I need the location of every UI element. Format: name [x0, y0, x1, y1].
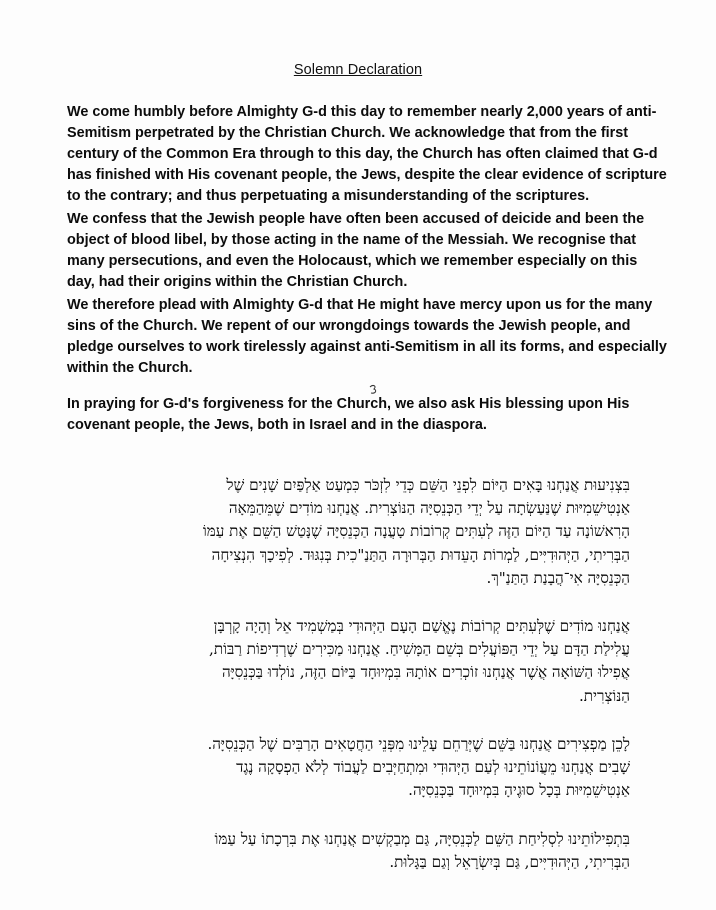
- document-title: Solemn Declaration: [293, 62, 423, 78]
- english-paragraph-3: [67, 295, 667, 379]
- text-line: object of blood libel, by those acting in the name of the Messiah. We recognise that: [67, 232, 637, 248]
- hebrew-paragraph-4: [10, 828, 630, 874]
- hebrew-paragraph-1: [10, 474, 630, 590]
- text-line: to the contrary; and thus perpetuating a misunderstanding of the scriptures.: [67, 188, 590, 204]
- hebrew-line: בִּצְנִיעוּת אֲנַחְנוּ בָּאִים הַיּוֹם לִפְנֵי הַשֵּׁם כְּדֵי לִזְכֹּר כִּמְעַט אַלְפַּיִם שָׁנִים שֶׁל: [226, 476, 630, 494]
- text-line: sins of the Church. We repent of our wrongdoings towards the Jewish people, and: [67, 318, 631, 334]
- hebrew-line: הָרִאשׁוֹנָה עַד הַיּוֹם הַזֶּה לְעִתִּים קְרוֹבוֹת טָעֲנָה הַכְּנֵסִיָּה שֶׁנָּטַשׁ הַשֵּׁם אֶת עַמּוֹ: [202, 522, 630, 541]
- text-line: day, had their origins within the Christian Church.: [67, 274, 408, 290]
- hebrew-line: אֲנַחְנוּ מוֹדִים שֶׁלְּעִתִּים קְרוֹבוֹת נֶאֱשַׁם הָעָם הַיְּהוּדִי בְּמַשְׁמִיד אֵל וְהָיָה קָרְבָּן: [213, 617, 630, 635]
- hebrew-line: לָכֵן מַפְצִירִים אֲנַחְנוּ בַּשֵּׁם שֶׁיְּרַחֵם עָלֵינוּ מִפְּנֵי הַחֲטָאִים הָרַבִּים שֶׁל הַכְּנֵסִיָּה.: [207, 735, 630, 753]
- hebrew-line: אַנְטִישֵׁמִיּוּת שֶׁנַּעַשְׂתָה עַל יְדֵי הַכְּנֵסִיָּה הַנּוֹצְרִית. אֲנַחְנוּ מוֹדִים שֶׁמֵּהַמֵּאָה: [228, 499, 630, 518]
- english-paragraph-1: [67, 102, 667, 207]
- text-line: covenant people, the Jews, both in Israel and in the diaspora.: [67, 417, 487, 433]
- hebrew-line: הַכְּנֵסִיָּה אִי־הֲבָנַת הַתַּנַ"ךְ.: [486, 568, 630, 587]
- text-line: We confess that the Jewish people have often been accused of deicide and been the: [67, 211, 645, 227]
- english-paragraph-2: [67, 209, 667, 293]
- text-line: In praying for G-d's forgiveness for the Church, we also ask His blessing upon His: [67, 396, 630, 412]
- text-line: pledge ourselves to work tirelessly against anti-Semitism in all its forms, and especially: [67, 339, 667, 355]
- hebrew-line: הַבְּרִיתִי, הַיְּהוּדִיִּים, לַמְרוֹת הָעֵדוּת הַבְּרוּרָה הַתַּנַ"כִית בְּנִגּוּד. לְפִיכָךְ הִנְצִיחָה: [211, 545, 630, 564]
- hebrew-line: בִּתְפִילוֹתֵינוּ לִסְלִיחַת הַשֵּׁם לַכְּנֵסִיָּה, גַּם מְבַקְשִׁים אֲנַחְנוּ אֶת בִּרְכָתוֹ עַל עַמּוֹ: [214, 830, 630, 848]
- hebrew-line: אַנְטִישֵׁמִיּוּת בְּכָל סוּגֶיהָ בִּמְיוּחָד בַּכְּנֵסִיָּה.: [408, 781, 630, 800]
- text-line: within the Church.: [67, 360, 193, 376]
- english-paragraph-4: [67, 394, 667, 436]
- hebrew-paragraph-3: [10, 733, 630, 803]
- text-line: century of the Common Era through to this day, the Church has often claimed that G-d: [67, 146, 658, 162]
- text-line: Semitism perpetrated by the Christian Church. We acknowledge that from the first: [67, 125, 629, 141]
- hebrew-line: אֲפִילוּ הַשּׁוֹאָה אֲשֶׁר אֲנַחְנוּ זוֹכְרִים אוֹתָהּ בִּמְיוּחָד בַּיּוֹם הַזֶּה, נוֹלְדוּ בַּכְּנֵסִיָּה: [221, 663, 630, 682]
- text-line: We therefore plead with Almighty G-d that He might have mercy upon us for the many: [67, 297, 653, 313]
- hebrew-paragraph-2: [10, 615, 630, 708]
- hebrew-line: עֲלִילַת הַדָּם עַל יְדֵי הַפּוֹעֲלִים בְּשֵׁם הַמָּשִׁיחַ. אֲנַחְנוּ מַכִּירִים שֶׁרְדִיפוֹת רַבּוֹת,: [209, 640, 630, 659]
- text-line: has finished with His covenant people, the Jews, despite the clear evidence of scripture: [67, 167, 667, 183]
- hebrew-line: הַבְּרִיתִי, הַיְּהוּדִיִּים, גַּם בְּיִשְׂרָאֵל וְגַם בַּגָּלוּת.: [389, 853, 630, 872]
- text-line: many persecutions, and even the Holocaust, which we remember especially on this: [67, 253, 638, 269]
- text-line: We come humbly before Almighty G-d this day to remember nearly 2,000 years of anti-: [67, 104, 657, 120]
- hebrew-line: הַנּוֹצְרִית.: [578, 686, 630, 705]
- hebrew-line: שָׁבִים אֲנַחְנוּ מֵעֲוֹנוֹתֵינוּ לְעַם הַיְּהוּדִי וּמִתְחַיְּבִים לַעֲבוֹד לְלֹא הַפְסָקָה נֶגֶד: [236, 758, 630, 777]
